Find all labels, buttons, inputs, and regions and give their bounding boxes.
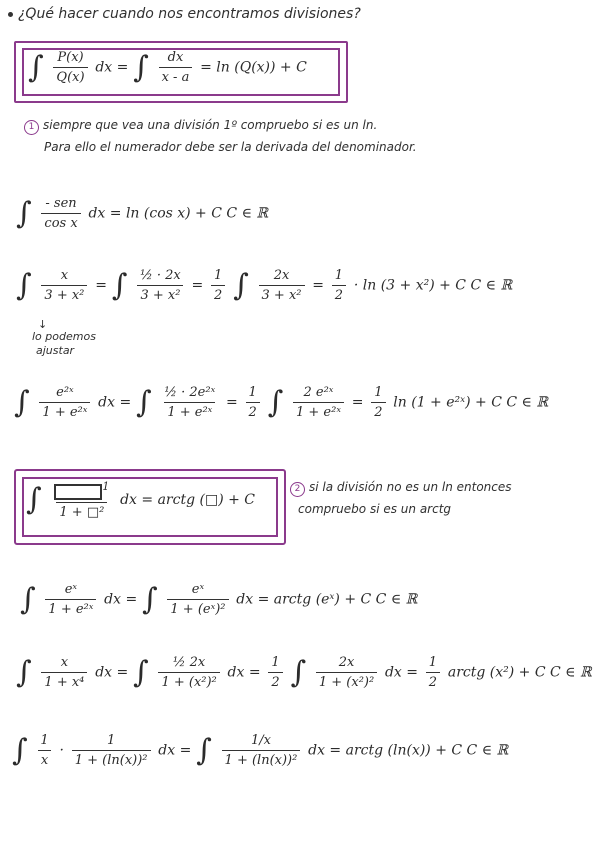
placeholder-square-icon (54, 484, 102, 500)
note-ln-line1: 1 siempre que vea una división 1º compruebo si es un ln. (24, 118, 377, 135)
note-ln-line2: Para ello el numerador debe ser la derivada del denominador. (44, 140, 417, 154)
title-text: ¿Qué hacer cuando nos encontramos divisiones? (18, 6, 361, 22)
step-number-badge: 1 (24, 120, 39, 135)
example-ln-poly: ∫ $\frac{x}{\text{3 + x²}}$ = ∫ $\frac{\text{½ · 2x}}{\text{3 + x²}}$ = $\frac{1}{2}$ ∫ $\frac{2x}{\text{3 + x²}}$ = $\frac{1}{2}$ · ln (3 + x²) + C C ∈ ℝ (16, 268, 513, 303)
example-arctg-poly: ∫ $\frac{x}{\text{1 + x⁴}}$ dx = ∫ $\frac{\text{½ 2x}}{\text{1 + (x²)²}}$ dx = $\frac{1}{2}$ ∫ $\frac{2x}{\text{1 + (x²)²}}$ dx = $\frac{1}{2}$ arctg (x²) + C C ∈ ℝ (16, 655, 592, 690)
example-arctg-ln: ∫ $\frac{1}{x}$ · $\frac{1}{\text{1 + (ln(x))²}}$ dx = ∫ $\frac{1/x}{\text{1 + (ln(x))²}}$ dx = arctg (ln(x)) + C C ∈ ℝ (12, 733, 509, 768)
example-arctg-exp: ∫ $\frac{\text{eˣ}}{\text{1 + e²ˣ}}$ dx = ∫ $\frac{\text{eˣ}}{\text{1 + (eˣ)²}}$ dx = arctg (eˣ) + C C ∈ ℝ (20, 582, 418, 617)
note-arctg-line1: 2 si la división no es un ln entonces (290, 480, 512, 497)
aside-note-line1: lo podemos (32, 330, 96, 343)
arrow-down-icon: ↓ (38, 318, 48, 331)
rule-ln-formula: ∫ $\frac{P(x)}{Q(x)}$ dx = ∫ $\frac{dx}{x - a}$ = ln (Q(x)) + C (28, 50, 307, 85)
step-number-badge: 2 (290, 482, 305, 497)
bullet-icon (8, 12, 13, 17)
rule-arctg-formula: ∫ $\frac{^1}{\text{1 + □²}}$ dx = arctg (□) + C (26, 480, 255, 520)
example-ln-exp: ∫ $\frac{\text{e²ˣ}}{\text{1 + e²ˣ}}$ dx = ∫ $\frac{\text{½ · 2e²ˣ}}{\text{1 + e²ˣ}}$ = $\frac{1}{2}$ ∫ $\frac{\text{2 e²ˣ}}{\text{1 + e²ˣ}}$ = $\frac{1}{2}$ ln (1 + e²ˣ) + C C ∈ ℝ (14, 385, 548, 420)
page-title (8, 6, 361, 22)
example-ln-cos: ∫ $\frac{\text{- sen}}{\text{cos x}}$ dx = ln (cos x) + C C ∈ ℝ (16, 196, 269, 231)
aside-note-line2: ajustar (36, 344, 75, 357)
note-arctg-line2: compruebo si es un arctg (298, 502, 452, 516)
